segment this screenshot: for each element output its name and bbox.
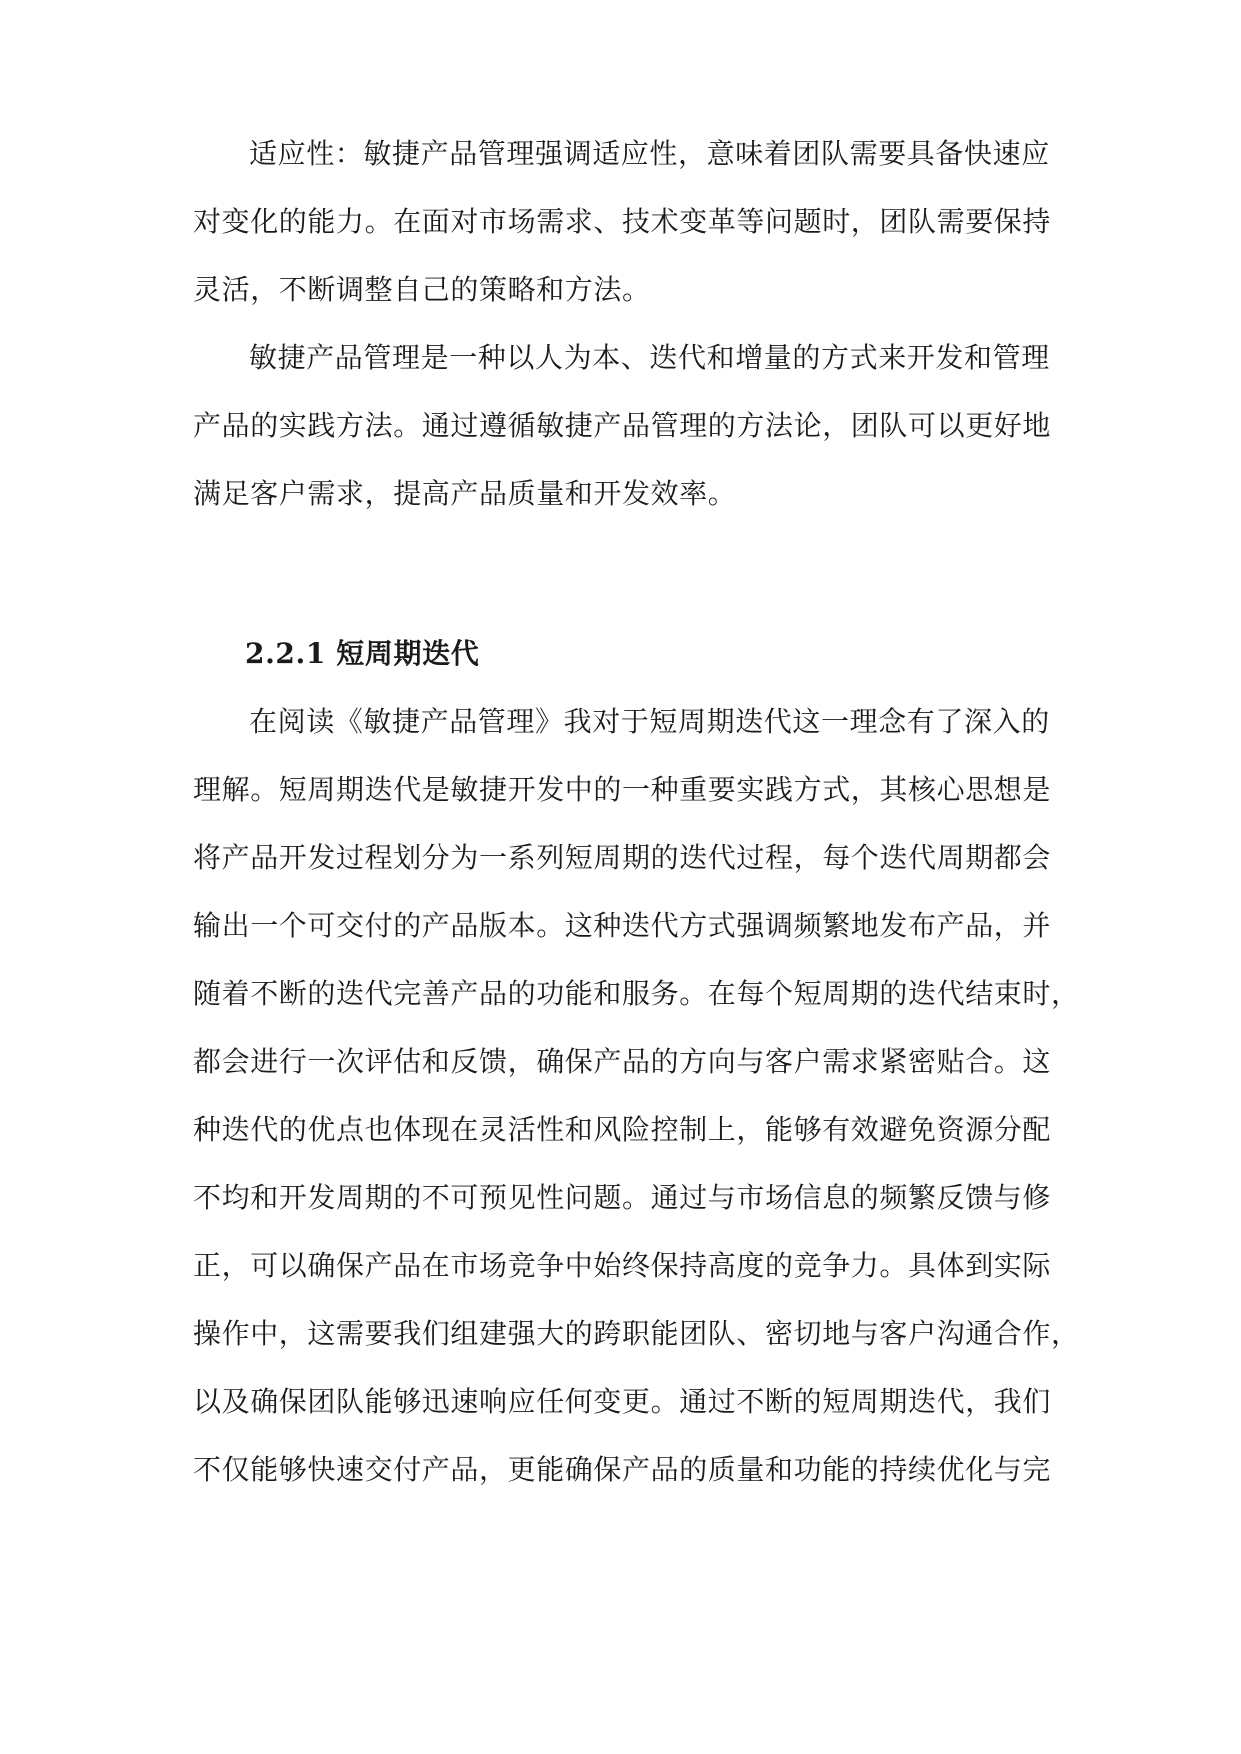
paragraph-line: 操作中，这需要我们组建强大的跨职能团队、密切地与客户沟通合作， — [193, 1317, 1080, 1350]
section-heading: 2.2.1 短周期迭代 — [245, 637, 480, 670]
paragraph-line: 不仅能够快速交付产品，更能确保产品的质量和功能的持续优化与完 — [193, 1453, 1052, 1486]
paragraph-line: 适应性：敏捷产品管理强调适应性，意味着团队需要具备快速应 — [249, 137, 1050, 170]
paragraph-line: 正，可以确保产品在市场竞争中始终保持高度的竞争力。具体到实际 — [193, 1249, 1052, 1282]
paragraph-line: 敏捷产品管理是一种以人为本、迭代和增量的方式来开发和管理 — [249, 341, 1050, 374]
paragraph-line: 将产品开发过程划分为一系列短周期的迭代过程，每个迭代周期都会 — [193, 841, 1052, 874]
paragraph-line: 在阅读《敏捷产品管理》我对于短周期迭代这一理念有了深入的 — [249, 705, 1050, 738]
paragraph-line: 输出一个可交付的产品版本。这种迭代方式强调频繁地发布产品，并 — [193, 909, 1052, 942]
paragraph-line: 都会进行一次评估和反馈，确保产品的方向与客户需求紧密贴合。这 — [193, 1045, 1052, 1078]
paragraph-line: 灵活，不断调整自己的策略和方法。 — [193, 273, 651, 306]
paragraph-line: 对变化的能力。在面对市场需求、技术变革等问题时，团队需要保持 — [193, 205, 1052, 238]
paragraph-line: 种迭代的优点也体现在灵活性和风险控制上，能够有效避免资源分配 — [193, 1113, 1052, 1146]
paragraph-line: 以及确保团队能够迅速响应任何变更。通过不断的短周期迭代，我们 — [193, 1385, 1052, 1418]
paragraph-line: 理解。短周期迭代是敏捷开发中的一种重要实践方式，其核心思想是 — [193, 773, 1052, 806]
paragraph-line: 满足客户需求，提高产品质量和开发效率。 — [193, 477, 737, 510]
paragraph-line: 不均和开发周期的不可预见性问题。通过与市场信息的频繁反馈与修 — [193, 1181, 1052, 1214]
paragraph-line: 产品的实践方法。通过遵循敏捷产品管理的方法论，团队可以更好地 — [193, 409, 1052, 442]
paragraph-line: 随着不断的迭代完善产品的功能和服务。在每个短周期的迭代结束时， — [193, 977, 1080, 1010]
